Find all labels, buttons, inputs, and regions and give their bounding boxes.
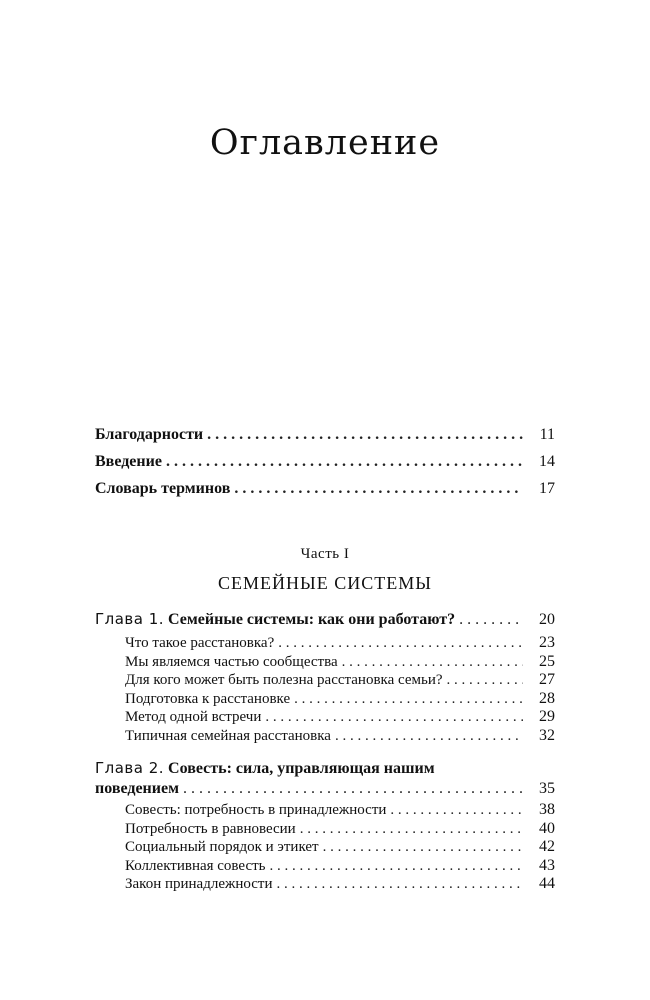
toc-section-entry[interactable] xyxy=(125,875,555,894)
page-title: Оглавление xyxy=(209,123,441,164)
toc-entry-page: 27 xyxy=(539,671,555,688)
toc-section-entry[interactable] xyxy=(125,801,555,820)
toc-entry-label: Подготовка к расстановке xyxy=(125,690,291,707)
chapter-1 xyxy=(95,610,555,745)
toc-entry-glossary[interactable] xyxy=(95,480,555,507)
dot-leader xyxy=(335,728,523,745)
toc-section-entry[interactable] xyxy=(125,838,555,857)
toc-entry-label: Метод одной встречи xyxy=(125,709,262,725)
toc-entry-page: 23 xyxy=(539,634,555,651)
dot-leader xyxy=(342,654,523,671)
toc-entry-label: Типичная семейная расстановка xyxy=(125,727,331,744)
toc-entry-page: 14 xyxy=(539,453,555,470)
dot-leader xyxy=(447,672,523,689)
toc-entry-label: Мы являемся частью сообщества xyxy=(125,653,338,670)
dot-leader xyxy=(270,858,523,875)
toc-entry-introduction[interactable] xyxy=(95,453,555,480)
toc-entry-label: Социальный порядок и этикет xyxy=(125,839,319,855)
toc-section-entry[interactable] xyxy=(125,671,555,690)
toc-entry-acknowledgements[interactable] xyxy=(95,426,555,453)
chapter-prefix: Глава 1. xyxy=(95,610,165,628)
toc-section-entry[interactable] xyxy=(125,820,555,839)
toc-section-entry[interactable] xyxy=(125,653,555,672)
toc-entry-label: Введение xyxy=(95,453,162,470)
chapter-title: Семейные системы: как они работают? xyxy=(168,611,456,628)
toc-entry-label: Для кого может быть полезна расстановка семьи? xyxy=(125,672,443,688)
toc-entry-page: 11 xyxy=(539,426,555,443)
toc-entry-page: 38 xyxy=(539,801,555,818)
dot-leader xyxy=(234,480,523,498)
dot-leader xyxy=(207,426,523,444)
dot-leader xyxy=(265,709,523,726)
toc-entry-chapter-2[interactable] xyxy=(95,758,555,801)
front-matter-list xyxy=(95,426,555,507)
part-label: Часть I xyxy=(300,546,350,562)
toc-entry-label: Коллективная совесть xyxy=(125,857,266,874)
dot-leader xyxy=(183,779,523,799)
toc-section-entry[interactable] xyxy=(125,690,555,709)
dot-leader xyxy=(278,635,523,652)
toc-entry-page: 44 xyxy=(539,875,555,892)
toc-entry-label: Что такое расстановка? xyxy=(125,635,275,651)
toc-entry-page: 17 xyxy=(539,480,555,497)
part-title: СЕМЕЙНЫЕ СИСТЕМЫ xyxy=(218,573,432,593)
dot-leader xyxy=(390,802,523,819)
toc-entry-label: Закон принадлежности xyxy=(125,876,273,892)
toc-entry-label: Совесть: потребность в принадлежности xyxy=(125,802,387,818)
chapter-2 xyxy=(95,758,555,894)
chapter-1-sections xyxy=(95,634,555,745)
dot-leader xyxy=(294,691,523,708)
dot-leader xyxy=(277,876,524,893)
chapter-title-line1: Совесть: сила, управляющая нашим xyxy=(168,760,435,777)
toc-section-entry[interactable] xyxy=(125,857,555,876)
toc-section-entry[interactable] xyxy=(125,708,555,727)
toc-section-entry[interactable] xyxy=(125,727,555,746)
toc-entry-page: 40 xyxy=(539,819,555,837)
toc-entry-chapter-1[interactable] xyxy=(95,610,555,634)
chapter-title-line2: поведением xyxy=(95,780,179,797)
toc-entry-label: Словарь терминов xyxy=(95,480,231,497)
chapter-2-sections xyxy=(95,801,555,894)
dot-leader xyxy=(323,839,523,856)
toc-entry-label: Потребность в равновесии xyxy=(125,820,296,837)
toc-entry-label: Благодарности xyxy=(95,426,204,443)
toc-entry-page: 42 xyxy=(539,838,555,855)
toc-entry-page: 28 xyxy=(539,689,555,707)
toc-entry-page: 25 xyxy=(539,652,555,670)
toc-entry-page: 20 xyxy=(539,611,555,628)
toc-entry-page: 35 xyxy=(539,780,555,797)
dot-leader xyxy=(459,611,523,629)
toc-entry-page: 43 xyxy=(539,856,555,874)
chapter-prefix: Глава 2. xyxy=(95,759,165,777)
toc-entry-page: 32 xyxy=(539,726,555,744)
dot-leader xyxy=(166,453,523,471)
dot-leader xyxy=(300,821,523,838)
toc-section-entry[interactable] xyxy=(125,634,555,653)
toc-entry-page: 29 xyxy=(539,708,555,725)
